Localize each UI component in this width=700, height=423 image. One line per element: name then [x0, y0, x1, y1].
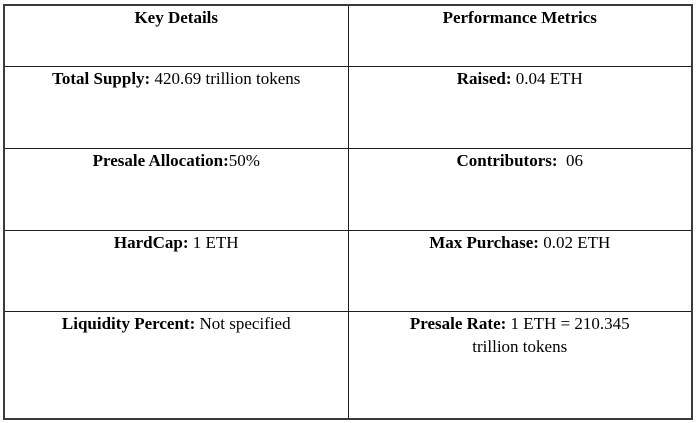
- table-row: [4, 148, 692, 230]
- cell-contributors: [348, 148, 692, 230]
- presale-allocation-text: [93, 151, 260, 170]
- table-row: [4, 230, 692, 311]
- hardcap-value: 1 ETH: [188, 232, 239, 252]
- raised-label: Raised:: [456, 68, 512, 88]
- total-supply-text: [52, 69, 300, 88]
- max-purchase-text: [429, 233, 610, 252]
- presale-allocation-value: 50%: [228, 150, 260, 170]
- contributors-text: [456, 151, 583, 170]
- liquidity-percent-text: [62, 314, 291, 333]
- presale-rate-value: 1 ETH = 210.345 trillion tokens: [472, 313, 634, 357]
- max-purchase-value: 0.02 ETH: [538, 232, 611, 252]
- header-row: [4, 5, 692, 66]
- cell-presale-allocation: [4, 148, 348, 230]
- presale-rate-text: [393, 312, 647, 360]
- performance-metrics-heading: Performance Metrics: [442, 8, 597, 27]
- raised-value: 0.04 ETH: [511, 68, 583, 88]
- liquidity-percent-value: Not specified: [195, 313, 291, 333]
- raised-text: [457, 69, 583, 88]
- total-supply-label: Total Supply:: [52, 68, 151, 88]
- presale-allocation-label: Presale Allocation:: [92, 150, 229, 170]
- key-details-heading: Key Details: [134, 8, 219, 27]
- cell-liquidity-percent: [4, 311, 348, 419]
- presale-rate-label: Presale Rate:: [409, 313, 507, 333]
- cell-hardcap: [4, 230, 348, 311]
- total-supply-value: 420.69 trillion tokens: [150, 68, 301, 88]
- hardcap-label: HardCap:: [113, 232, 189, 252]
- header-cell-performance-metrics: [348, 5, 692, 66]
- contributors-label: Contributors:: [456, 150, 558, 170]
- cell-raised: [348, 66, 692, 148]
- cell-presale-rate: [348, 311, 692, 419]
- liquidity-percent-label: Liquidity Percent:: [61, 313, 196, 333]
- table-row: [4, 66, 692, 148]
- contributors-value: 06: [557, 150, 584, 170]
- cell-max-purchase: [348, 230, 692, 311]
- header-cell-key-details: [4, 5, 348, 66]
- presale-details-table: [3, 4, 693, 420]
- max-purchase-label: Max Purchase:: [429, 232, 539, 252]
- hardcap-text: [114, 233, 239, 252]
- table-row: [4, 311, 692, 419]
- cell-total-supply: [4, 66, 348, 148]
